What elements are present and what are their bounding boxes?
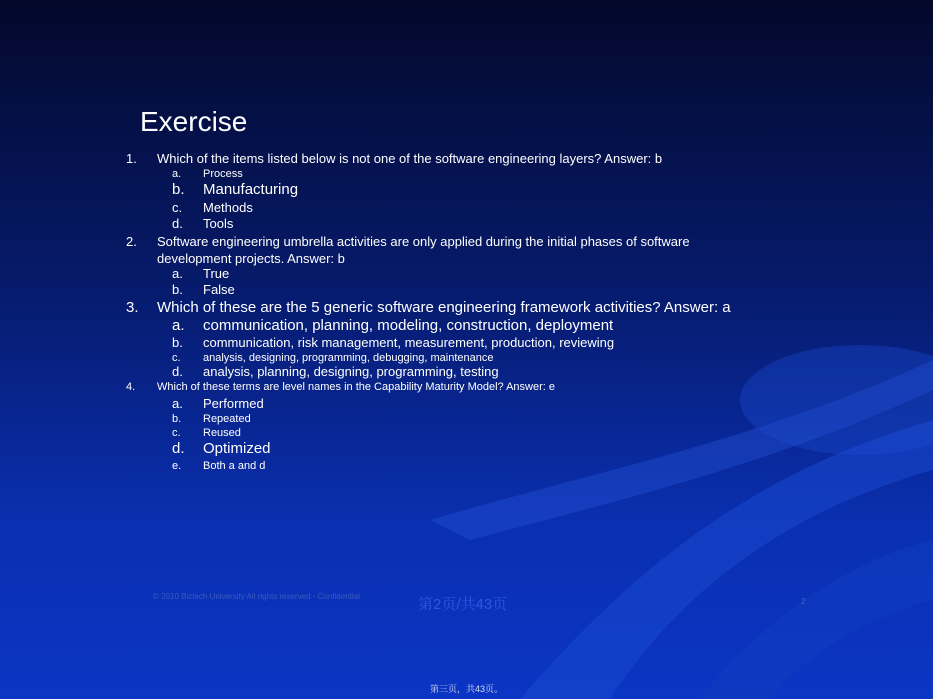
option-letter: c. <box>172 427 181 439</box>
option-letter: d. <box>172 364 183 379</box>
option-letter: e. <box>172 460 182 472</box>
slide-number: 2 <box>801 597 806 606</box>
option-1b <box>172 182 298 198</box>
option-text: Optimized <box>203 440 271 457</box>
option-text: Reused <box>203 427 241 439</box>
question-number: 1. <box>126 151 137 166</box>
question-2 <box>126 233 776 267</box>
option-3a <box>172 318 613 334</box>
option-text: Performed <box>203 396 264 411</box>
option-4d <box>172 441 271 457</box>
option-letter: d. <box>172 216 183 231</box>
option-text: Repeated <box>203 413 251 425</box>
option-1d <box>172 216 233 232</box>
option-4a <box>172 396 264 412</box>
option-text: Tools <box>203 216 234 231</box>
option-text: Methods <box>203 200 253 215</box>
option-4c <box>172 425 241 441</box>
option-letter: a. <box>172 168 182 180</box>
option-2a <box>172 266 229 282</box>
option-letter: b. <box>172 335 183 350</box>
slide-title: Exercise <box>140 106 248 137</box>
option-text: analysis, planning, designing, programming, testing <box>203 364 499 379</box>
page-indicator: 第2页/共43页 <box>418 596 508 613</box>
option-text: Both a and d <box>203 460 266 472</box>
bottom-page-note: 第三页，共43页。 <box>429 684 503 694</box>
option-letter: b. <box>172 413 182 425</box>
option-text: False <box>203 282 235 297</box>
option-text: True <box>203 266 230 281</box>
question-text: Which of these terms are level names in the Capability Maturity Model? Answer: e <box>157 381 556 393</box>
option-1c <box>172 200 253 216</box>
option-text: analysis, designing, programming, debugging, maintenance <box>203 352 494 364</box>
option-letter: b. <box>172 181 185 198</box>
option-3b <box>172 335 614 351</box>
option-4e <box>172 458 265 474</box>
option-letter: d. <box>172 440 185 457</box>
question-text: Which of the items listed below is not one of the software engineering layers? Answer: b <box>157 151 663 166</box>
option-letter: a. <box>172 396 183 411</box>
option-letter: c. <box>172 352 181 364</box>
copyright-footer: © 2010 Biztech University All rights reserved - Confidential <box>153 592 360 601</box>
question-number: 3. <box>126 299 139 316</box>
option-3d <box>172 364 499 380</box>
question-text: Which of these are the 5 generic software engineering framework activities? Answer: a <box>157 299 731 316</box>
question-3 <box>126 298 776 317</box>
question-text: Software engineering umbrella activities are only applied during the initial phases of software development projects. Answer: b <box>157 234 690 266</box>
option-letter: a. <box>172 266 183 281</box>
option-letter: b. <box>172 282 183 297</box>
option-2b <box>172 282 235 298</box>
option-letter: a. <box>172 317 185 334</box>
option-text: Process <box>203 168 243 180</box>
option-text: communication, planning, modeling, construction, deployment <box>203 317 614 334</box>
question-1 <box>126 150 776 167</box>
option-text: Manufacturing <box>203 181 299 198</box>
option-1a <box>172 166 243 182</box>
option-text: communication, risk management, measurement, production, reviewing <box>203 335 615 350</box>
question-number: 2. <box>126 234 137 249</box>
question-number: 4. <box>126 381 136 393</box>
question-4 <box>126 380 776 394</box>
option-letter: c. <box>172 200 183 215</box>
